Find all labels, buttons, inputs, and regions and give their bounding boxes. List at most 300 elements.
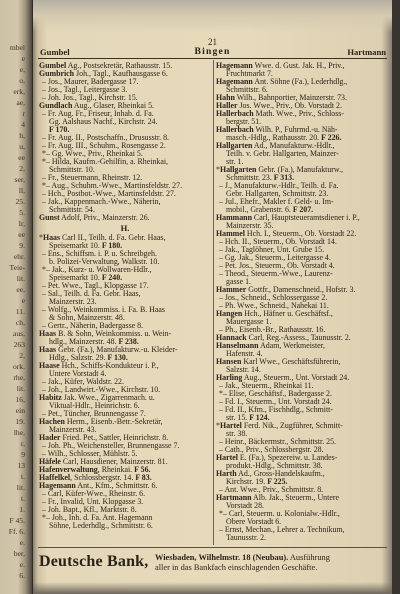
previous-page-fragment: 4 bbox=[21, 120, 25, 129]
surname: Hachen bbox=[39, 418, 65, 426]
directory-entry bbox=[216, 286, 388, 294]
entry-continuation-line: Salzstr. 14. bbox=[226, 366, 261, 374]
directory-entry bbox=[216, 110, 388, 126]
previous-page-fragment: ser, bbox=[14, 175, 25, 184]
directory-entry bbox=[39, 150, 211, 158]
entry-continuation-line: Taunusstr. 2. bbox=[226, 534, 266, 542]
directory-entry bbox=[216, 398, 388, 406]
directory-entry bbox=[39, 482, 211, 490]
entry-line: Hammann Carl, Hauptsteueramtsdiener i. P., bbox=[216, 214, 360, 222]
entry-line: Hanselmann Adam, Werkmeister, bbox=[216, 342, 325, 350]
section-heading: H. bbox=[120, 223, 130, 233]
entry-line: *– Joh., Inh. d. Fa. Ant. Hagemann bbox=[42, 514, 153, 522]
previous-page-fragment: h, bbox=[19, 131, 25, 140]
entry-line: – Fr., Steuermann, Rheinstr. 12. bbox=[42, 174, 143, 182]
entry-continuation-line: Mauergasse 1. bbox=[226, 318, 272, 326]
entry-line: – Gertr., Näherin, Badergasse 8. bbox=[42, 322, 144, 330]
entry-line: – Ernst, Mechan., Lehrer a. Technikum, bbox=[219, 526, 345, 534]
entry-continuation-line: Gg. Aalshaus Nachf., Kirchstr. 24. bbox=[49, 118, 158, 126]
advertisement-line-1 bbox=[155, 553, 389, 563]
surname: Gundlach bbox=[39, 102, 73, 110]
directory-entry bbox=[39, 410, 211, 418]
directory-entry bbox=[216, 182, 388, 198]
telephone-number: F 180. bbox=[101, 242, 123, 250]
telephone-number: F 225. bbox=[267, 478, 288, 486]
previous-page-fragment: ehr. bbox=[13, 252, 25, 261]
directory-entry bbox=[39, 346, 211, 362]
advertisement-address: Wiesbaden, Wilhelmstr. 18 (Neubau). bbox=[155, 553, 289, 562]
entry-line: – Joh. Bapt., Kfl., Marktstr. 8. bbox=[42, 506, 137, 514]
entry-line: *Hartel Ferd. Nik., Zugführer, Schmitt- bbox=[216, 422, 343, 430]
previous-page-fragment: 2, bbox=[19, 351, 25, 360]
directory-entry bbox=[216, 198, 388, 214]
directory-entry bbox=[39, 214, 211, 222]
surname: Haas bbox=[39, 346, 57, 354]
directory-entry bbox=[216, 382, 388, 390]
directory-entry bbox=[39, 386, 211, 394]
previous-page-fragment: Ff. 6. bbox=[8, 527, 25, 536]
directory-entry bbox=[39, 498, 211, 506]
previous-page-edge bbox=[0, 0, 32, 594]
entry-line: *– Hilda, Kaufm.-Gehilfin, a. Rheinkai, bbox=[42, 158, 168, 166]
entry-line: – Pet. Wwe., Tagl., Klopgasse 17. bbox=[42, 282, 149, 290]
left-column bbox=[39, 62, 211, 530]
entry-line: – Joh. Ph., Weichensteller, Brunnengasse 7. bbox=[42, 442, 180, 450]
directory-entry bbox=[39, 394, 211, 410]
surname: Hammann bbox=[216, 214, 252, 222]
entry-continuation-line: Speisemarkt 10. F 240. bbox=[49, 274, 123, 282]
surname: Harth bbox=[216, 470, 237, 478]
previous-page-fragment: e bbox=[21, 296, 25, 305]
directory-entry bbox=[39, 134, 211, 142]
directory-entry bbox=[216, 438, 388, 446]
entry-line: – Hch., Postbot.-Wwe., Martinsfeldstr. 27. bbox=[42, 190, 176, 198]
previous-page-fragment: 9. bbox=[19, 241, 25, 250]
previous-page-fragment: o, bbox=[19, 76, 25, 85]
previous-page-fragment: 6. bbox=[19, 571, 25, 580]
entry-line: – Carl, Küfer-Wwe., Rheinstr. 6. bbox=[42, 490, 146, 498]
previous-page-fragment: 16, bbox=[15, 395, 25, 404]
entry-line: – Jos., Maurer, Badergasse 17. bbox=[42, 78, 139, 86]
directory-entry bbox=[216, 358, 388, 374]
directory-entry bbox=[39, 78, 211, 86]
right-column bbox=[216, 62, 388, 542]
previous-page-fragment: aus, bbox=[12, 329, 25, 338]
entry-line: *Hallgarten Gebr. (Fa.), Manufakturw., bbox=[216, 166, 344, 174]
directory-entry bbox=[216, 94, 388, 102]
telephone-number: F 313. bbox=[273, 174, 295, 182]
right-column-entries bbox=[216, 62, 388, 542]
surname: Habitz bbox=[39, 394, 62, 402]
entry-continuation-line: Schmittstr. 54. bbox=[49, 206, 95, 214]
entry-continuation-line: Mainzerstr. 23. bbox=[49, 298, 97, 306]
surname: Hartel bbox=[216, 454, 238, 462]
entry-line: Hader Fried. Pet., Sattler, Heinrichstr. 8. bbox=[39, 434, 169, 442]
directory-entry bbox=[216, 494, 388, 510]
entry-line: Hallerbach Wilh. P., Fuhrmd.-u. Näh- bbox=[216, 126, 338, 134]
entry-continuation-line: str. 38. bbox=[226, 430, 248, 438]
entry-continuation-line: Viktual-Hdlr., Heinrichstr. 6. bbox=[49, 402, 140, 410]
directory-entry bbox=[39, 514, 211, 530]
surname: Hahn bbox=[216, 94, 235, 102]
entries-before-heading bbox=[39, 62, 211, 222]
surname: Hannack bbox=[216, 334, 247, 342]
entry-continuation-line bbox=[39, 126, 211, 134]
previous-page-fragment: ee bbox=[18, 230, 25, 239]
surname: Haller bbox=[216, 102, 238, 110]
entry-line: *– Jak., Kurz- u. Wollwaren-Hdlr., bbox=[42, 266, 152, 274]
entry-line: Gumbrich Joh., Tagl., Kaufhausgasse 6. bbox=[39, 70, 168, 78]
previous-page-fragment: ll, bbox=[18, 186, 25, 195]
entry-line: Hagemann Ant. Söhne (Fa.), Lederhdlg., bbox=[216, 78, 348, 86]
entry-line: Haller Jos. Wwe., Priv., Ob. Vorstadt 2. bbox=[216, 102, 342, 110]
previous-page-fragment: r bbox=[22, 109, 25, 118]
entry-line: Gundlach Aug., Glaser, Rheinkai 5. bbox=[39, 102, 154, 110]
previous-page-fragment: 19. bbox=[15, 417, 25, 426]
entry-line: Gumbel Ag., Postsekretär, Rathausstr. 15. bbox=[39, 62, 173, 70]
advertisement-text bbox=[155, 553, 389, 573]
entry-line: – Hch. II., Steuerm., Ob. Vorstadt 14. bbox=[219, 238, 337, 246]
advertisement-line-1-rest: Ausführung bbox=[288, 553, 330, 562]
entry-continuation-line: Untere Vorstadt 4. bbox=[49, 370, 107, 378]
left-guide-word: Gumbel bbox=[40, 47, 70, 57]
surname: Haffelkel bbox=[39, 474, 71, 482]
surname: Hagemann bbox=[39, 482, 76, 490]
right-guide-word: Hartmann bbox=[347, 47, 386, 57]
surname: Hallerbach bbox=[216, 110, 254, 118]
telephone-number: F 83. bbox=[135, 474, 152, 482]
directory-entry bbox=[216, 470, 388, 486]
entry-line: Haase Hch., Schiffs-Kondukteur i. P., bbox=[39, 362, 159, 370]
directory-entry bbox=[39, 174, 211, 182]
surname: Gumbel bbox=[39, 62, 67, 70]
directory-entry bbox=[216, 342, 388, 358]
entry-line: – Jak., Kappenmach.-Wwe., Näherin, bbox=[42, 198, 161, 206]
directory-entry bbox=[39, 330, 211, 346]
directory-entry bbox=[39, 142, 211, 150]
directory-entry bbox=[39, 86, 211, 94]
directory-entry bbox=[39, 458, 211, 466]
entry-line: – Theod., Steuerm.-Wwe., Laurenz- bbox=[219, 270, 333, 278]
entry-line: – Wilh., Schlosser, Mühlstr. 5. bbox=[42, 450, 138, 458]
entry-line: – Fr. Aug. Fr., Friseur, Inhab. d. Fa. bbox=[42, 110, 154, 118]
entry-line: Hartel E. (Fa.), Spezereiw. u. Landes- bbox=[216, 454, 338, 462]
surname: Hansen bbox=[216, 358, 242, 366]
surname: Hagemann bbox=[216, 62, 253, 70]
directory-entry bbox=[39, 322, 211, 330]
directory-entry bbox=[39, 290, 211, 306]
surname: Häfele bbox=[39, 458, 61, 466]
entry-line: – Pet. Jos., Steuerm., Ob. Vorstadt 4. bbox=[219, 262, 335, 270]
previous-page-fragment: 11. bbox=[15, 307, 25, 316]
surname: Hader bbox=[39, 434, 61, 442]
entry-line: Haas B. & Sohn, Weinkommiss. u. Wein- bbox=[39, 330, 172, 338]
entry-continuation-line: Teilh. v. Gebr. Hallgarten, Mainzer- bbox=[226, 150, 339, 158]
telephone-number: F 124. bbox=[249, 414, 270, 422]
entry-line: – Heinr., Bäckermstr., Schmittstr. 25. bbox=[219, 438, 337, 446]
directory-entry bbox=[216, 254, 388, 262]
directory-entry bbox=[39, 62, 211, 70]
telephone-number: F 207. bbox=[292, 206, 314, 214]
directory-entry bbox=[39, 190, 211, 198]
previous-page-fragment: 13 bbox=[17, 461, 25, 470]
previous-page-fragment: u, bbox=[19, 142, 25, 151]
entry-line: Gunst Adolf, Priv., Mainzerstr. 26. bbox=[39, 214, 150, 222]
page-right-edge bbox=[392, 0, 400, 594]
directory-entry bbox=[39, 450, 211, 458]
entry-line: Harling Aug., Steuerm., Unt. Vorstadt 24. bbox=[216, 374, 350, 382]
previous-page-fragment: r, bbox=[20, 439, 25, 448]
previous-page-fragment: ein bbox=[15, 406, 25, 415]
entry-line: *– Carl, Steuerm. u. Kolonialw.-Hdlr., bbox=[219, 510, 340, 518]
directory-entry bbox=[216, 526, 388, 542]
previous-page-fragment: lit. bbox=[16, 384, 25, 393]
surname: Hangen bbox=[216, 310, 243, 318]
directory-entry bbox=[216, 486, 388, 494]
entry-continuation-line: Fruchtmarkt 7. bbox=[226, 70, 273, 78]
entry-continuation-line: Mainzerstr. 35. bbox=[226, 222, 274, 230]
telephone-number: F 240. bbox=[101, 274, 123, 282]
advertisement-bank-name: Deutsche Bank, bbox=[39, 553, 149, 570]
entry-continuation-line: Hdlg., Salzstr. 29. F 130. bbox=[49, 354, 128, 362]
directory-entry bbox=[39, 466, 211, 474]
previous-page-fragment: ee, bbox=[16, 285, 25, 294]
previous-page-fragment: e. bbox=[19, 538, 25, 547]
surname: Haas bbox=[39, 330, 57, 338]
previous-page-fragment: ork. bbox=[12, 362, 25, 371]
directory-entry bbox=[39, 434, 211, 442]
advertisement-line-2: aller in das Bankfach einschlagenden Geschäfte. bbox=[155, 563, 318, 572]
entry-line: – Fd. I., Steuerm., Unt. Vorstadt 24. bbox=[219, 398, 332, 406]
telephone-number: F 238. bbox=[118, 338, 139, 346]
directory-entry bbox=[216, 262, 388, 270]
entry-continuation-line: mobil., Grabenstr. 6. F 207. bbox=[226, 206, 314, 214]
surname: Gumbrich bbox=[39, 70, 75, 78]
telephone-number: F 170. bbox=[49, 126, 70, 134]
entry-line: – Fr., Invalid, Unt. Klopgasse 3. bbox=[42, 498, 144, 506]
directory-entry bbox=[39, 198, 211, 214]
surname: Hallgarten bbox=[219, 166, 257, 174]
entry-line: – Fr. Aug. II., Postschaffn., Drususstr. 8. bbox=[42, 134, 169, 142]
entry-continuation-line: & Sohn, Mainzerstr. 48. bbox=[49, 314, 125, 322]
directory-entry bbox=[216, 310, 388, 326]
entry-continuation-line: Gebr. Hallgarten, Schmittstr. 23. bbox=[226, 190, 329, 198]
entry-continuation-line: gasse 1. bbox=[226, 278, 251, 286]
entry-continuation-line: Vorstadt 28. bbox=[226, 502, 264, 510]
entry-line: Hallgarten Ad., Manufakturw.-Hdlr., bbox=[216, 142, 335, 150]
surname: Hartel bbox=[219, 422, 242, 430]
entry-line: *– Aug., Schuhm.-Wwe., Martinsfeldstr. 27. bbox=[42, 182, 183, 190]
previous-page-fragment: ee bbox=[18, 153, 25, 162]
directory-entry bbox=[216, 406, 388, 422]
entry-line: – J., Manufakturw.-Hdlr., Teilh. d. Fa. bbox=[219, 182, 339, 190]
entry-line: Hannack Carl, Reg.-Assess., Taunusstr. 2. bbox=[216, 334, 351, 342]
telephone-number: F 226. bbox=[321, 134, 342, 142]
entry-line: *– Elise, Geschäftsf., Badergasse 2. bbox=[219, 390, 332, 398]
entry-line: Hafenverwaltung, Rheinkai. F 56. bbox=[39, 466, 151, 474]
column-divider bbox=[213, 60, 214, 545]
entry-continuation-line: masch.-Hdlg., Rathausstr. 20. F 226. bbox=[226, 134, 342, 142]
entry-line: – Ant. Wwe., Priv., Schmittstr. 8. bbox=[219, 486, 324, 494]
directory-entry bbox=[216, 374, 388, 382]
surname: Hagemann bbox=[216, 78, 253, 86]
entry-line: Hangen Hch., Häfner u. Geschäftsf., bbox=[216, 310, 333, 318]
entry-line: Hammer Gottfr., Damenschneid., Hofstr. 3. bbox=[216, 286, 356, 294]
previous-page-fragment: t. bbox=[20, 494, 25, 503]
previous-page-fragments bbox=[0, 44, 25, 580]
entry-continuation-line: hdlg., Mainzerstr. 48. F 238. bbox=[49, 338, 139, 346]
entry-line: Habitz Jak. Wwe., Zigarrenmach. u. bbox=[39, 394, 155, 402]
entry-line: Hallerbach Math. Wwe., Priv., Schloss- bbox=[216, 110, 345, 118]
previous-page-fragment: erk, bbox=[13, 87, 25, 96]
entry-line: – Ph., Eisenb.-Br., Rathausstr. 16. bbox=[219, 326, 326, 334]
entry-line: – Jak., Steuerm., Rheinkai 11. bbox=[219, 382, 314, 390]
entry-line: – Gg. Jak., Steuerm., Leitergasse 4. bbox=[219, 254, 331, 262]
entry-line: Haas Gebr. (Fa.), Manufakturw.-u. Kleider- bbox=[39, 346, 178, 354]
directory-entry bbox=[216, 446, 388, 454]
entry-line: *Haas Carl II., Teilh. d. Fa. Gebr. Haas, bbox=[39, 234, 166, 242]
directory-entry bbox=[216, 102, 388, 110]
entry-line: Harth Ad., Gross-Handelskaufm., bbox=[216, 470, 325, 478]
previous-page-fragment: 5. bbox=[19, 208, 25, 217]
entries-after-heading bbox=[39, 234, 211, 530]
previous-page-fragment: ch, bbox=[15, 318, 25, 327]
entry-line: – Jak., Küfer, Waldstr. 22. bbox=[42, 378, 124, 386]
entry-line: – Cath., Priv., Schlossbergstr. 28. bbox=[219, 446, 324, 454]
entry-continuation-line: Obere Vorstadt 6. bbox=[226, 518, 282, 526]
previous-page-fragment: 9 bbox=[21, 450, 25, 459]
previous-page-fragment: t. bbox=[20, 472, 25, 481]
entry-line: Hahn Wilh., Bahnportier, Mainzerstr. 73. bbox=[216, 94, 347, 102]
surname: Hartmann bbox=[216, 494, 252, 502]
directory-entry bbox=[216, 390, 388, 398]
directory-entry bbox=[39, 506, 211, 514]
directory-entry bbox=[216, 166, 388, 182]
directory-entry bbox=[39, 94, 211, 102]
previous-page-fragment: 1. bbox=[19, 505, 25, 514]
entry-line: – Ens., Schiffsm. i. P. u. Schreibgeh. bbox=[42, 250, 157, 258]
directory-entry bbox=[39, 158, 211, 174]
entry-continuation-line: produkt.-Hdlg., Schmittstr. 38. bbox=[226, 462, 323, 470]
directory-entry bbox=[216, 246, 388, 254]
entry-continuation-line: bergstr. 51. bbox=[226, 118, 262, 126]
entry-line: – Fr. Aug. III., Schuhm., Rosengasse 2. bbox=[42, 142, 166, 150]
surname: Harling bbox=[216, 374, 243, 382]
directory-entry bbox=[39, 234, 211, 250]
entry-continuation-line: Speisemarkt 10. F 180. bbox=[49, 242, 123, 250]
entry-line: *– Gg. Wwe., Priv., Rheinkai 5. bbox=[42, 150, 143, 158]
directory-entry bbox=[39, 362, 211, 378]
directory-entry bbox=[216, 454, 388, 470]
directory-entry bbox=[216, 230, 388, 238]
entry-line: – Jos., Schneid., Schlossergasse 2. bbox=[219, 294, 328, 302]
entry-line: – Fd. II., Kfm., Fischhdlg., Schmitt- bbox=[219, 406, 333, 414]
previous-page-fragment: Teie- bbox=[9, 263, 25, 272]
entry-line: Hansen Karl Wwe., Geschäftsführerin, bbox=[216, 358, 341, 366]
directory-entry bbox=[216, 214, 388, 230]
directory-entry bbox=[39, 70, 211, 78]
previous-page-fragment: lr, bbox=[18, 219, 25, 228]
previous-page-fragment: e bbox=[21, 54, 25, 63]
directory-entry bbox=[216, 510, 388, 526]
previous-page-fragment: F 45. bbox=[9, 516, 25, 525]
directory-entry bbox=[39, 306, 211, 322]
entry-line: – Joh. Jos., Tagl., Kirchstr. 15. bbox=[42, 94, 138, 102]
entry-line: Häfele Carl, Hausdiener, Mainzerstr. 81. bbox=[39, 458, 168, 466]
surname: Hafenverwaltung bbox=[39, 466, 98, 474]
previous-page-fragment: e. bbox=[19, 560, 25, 569]
directory-entry bbox=[216, 270, 388, 286]
directory-entry bbox=[39, 282, 211, 290]
directory-entry bbox=[39, 378, 211, 386]
previous-page-fragment: lit. bbox=[16, 274, 25, 283]
directory-entry bbox=[39, 110, 211, 134]
previous-page-fragment: ae, bbox=[16, 98, 25, 107]
telephone-number: F 56. bbox=[134, 466, 151, 474]
directory-entry bbox=[216, 334, 388, 342]
entry-line: – Jos., Tagl., Leitergasse 3. bbox=[42, 86, 128, 94]
entry-line: – Joh., Landwirt.-Wwe., Kirchstr. 10. bbox=[42, 386, 161, 394]
entry-continuation-line: Schmittstr. 10. bbox=[49, 166, 95, 174]
entry-line: – Ph. Wwe., Schneid., Nahekai 11. bbox=[219, 302, 329, 310]
directory-entry bbox=[216, 142, 388, 166]
entry-line: – Jak., Taglöhner, Unt. Grube 15. bbox=[219, 246, 325, 254]
previous-page-fragment: lit. bbox=[16, 483, 25, 492]
directory-entry bbox=[216, 326, 388, 334]
previous-page-fragment: lhe, bbox=[13, 428, 25, 437]
entry-continuation-line: str. 15. F 124. bbox=[226, 414, 270, 422]
directory-entry bbox=[216, 126, 388, 142]
surname: Hanselmann bbox=[216, 342, 259, 350]
surname: Hallgarten bbox=[216, 142, 253, 150]
entry-continuation-line: Kirchstr. 19. F 225. bbox=[226, 478, 288, 486]
previous-page-fragment: e, bbox=[19, 65, 25, 74]
previous-page-fragment: 263 bbox=[13, 340, 25, 349]
surname: Haas bbox=[42, 234, 61, 242]
previous-page-fragment: 2, bbox=[19, 164, 25, 173]
surname: Hammer bbox=[216, 286, 247, 294]
footer-rule bbox=[38, 547, 387, 548]
entry-line: – Sal., Teilh. d. Fa. Gebr. Haas, bbox=[42, 290, 141, 298]
directory-entry bbox=[216, 422, 388, 438]
directory-entry bbox=[216, 294, 388, 302]
entry-continuation-line: Hafenstr. 4. bbox=[226, 350, 263, 358]
previous-page-fragment: 25. bbox=[15, 197, 25, 206]
surname: Hallerbach bbox=[216, 126, 254, 134]
entry-line: Hagemann Wwe. d. Gust. Jak. H., Priv., bbox=[216, 62, 345, 70]
previous-page-fragment: rhe, bbox=[13, 373, 25, 382]
surname: Haase bbox=[39, 362, 60, 370]
page-number: 21 bbox=[208, 37, 217, 47]
directory-entry bbox=[39, 418, 211, 434]
previous-page-fragment: ber, bbox=[13, 549, 25, 558]
entry-continuation-line: Schmittstr. 23. F 313. bbox=[226, 174, 295, 182]
directory-entry bbox=[39, 102, 211, 110]
directory-entry bbox=[39, 266, 211, 282]
entry-line: Hammel Hch. I., Steuerm., Ob. Vorstadt 22. bbox=[216, 230, 357, 238]
telephone-number: F 130. bbox=[107, 354, 128, 362]
surname: Gunst bbox=[39, 214, 60, 222]
entry-continuation-line: b. Polizei-Verwaltung, Walkstr. 10. bbox=[49, 258, 160, 266]
directory-entry bbox=[216, 238, 388, 246]
surname: Hammel bbox=[216, 230, 245, 238]
directory-entry bbox=[39, 182, 211, 190]
entry-continuation-line: Söhne, Lederhdlg., Schmittstr. 6. bbox=[49, 522, 153, 530]
entry-line: – Pet., Tüncher, Brunnengasse 7. bbox=[42, 410, 146, 418]
header-rule bbox=[38, 58, 387, 59]
directory-entry bbox=[216, 302, 388, 310]
entry-line: – Jul., Ehefr., Makler f. Geld- u. Im- bbox=[219, 198, 334, 206]
